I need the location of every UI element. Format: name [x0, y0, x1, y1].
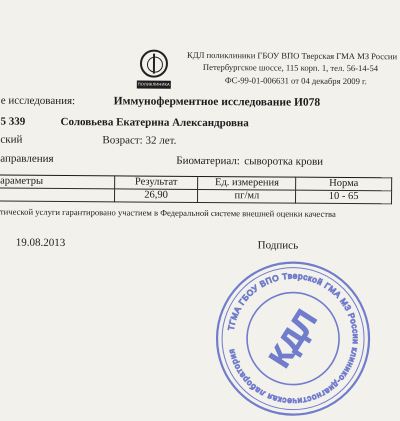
lab-stamp — [210, 256, 375, 421]
medical-emblem-icon — [140, 50, 168, 78]
table-row — [0, 188, 392, 204]
header-parameters: араметры — [0, 175, 114, 189]
report-date: 19.08.2013 — [15, 236, 66, 250]
cell-parameter — [0, 188, 114, 202]
lab-license: ФС-99-01-006631 от 04 декабря 2009 г. — [224, 75, 367, 87]
lab-address: Петербургское шоссе, 115 корп. 1, тел. 56-14-54 — [202, 61, 379, 74]
cell-norm: 10 - 65 — [296, 190, 392, 204]
patient-age: Возраст: 32 лет. — [102, 134, 177, 147]
stamp-center-text: КДЛ — [263, 304, 324, 374]
header-unit: Ед. измерения — [198, 176, 296, 190]
logo-plate — [137, 81, 171, 89]
clinic-logo — [137, 50, 171, 96]
biomaterial-label: Биоматериал: — [176, 154, 240, 168]
cell-result: 26,90 — [114, 189, 198, 203]
referral-label: аправления — [0, 152, 54, 165]
patient-gender: ский — [0, 133, 23, 146]
logo-plate-text: ПОЛИКЛИНИКА — [137, 81, 170, 87]
header-result: Результат — [114, 176, 198, 190]
lab-name: КДЛ поликлиники ГБОУ ВПО Тверская ГМА МЗ России — [186, 49, 398, 62]
patient-name: Соловьева Екатерина Александровна — [60, 115, 249, 130]
study-label: е исследования: — [0, 94, 76, 108]
patient-id: 5 339 — [0, 115, 26, 128]
results-table — [0, 175, 392, 205]
signature-label: Подпись — [257, 239, 299, 252]
study-name: Иммуноферментное исследование И078 — [113, 95, 321, 109]
cell-unit: пг/мл — [198, 189, 296, 203]
biomaterial-value: сыворотка крови — [244, 155, 324, 168]
quality-note: тической услуги гарантировано участием в Федеральной системе внешней оценки качества — [0, 206, 336, 219]
header-norm: Норма — [296, 177, 392, 191]
stamp-ring-text: ТГМА ГБОУ ВПО Тверской ГМА МЗ России клинико-диагностическая лаборатория — [226, 271, 361, 406]
